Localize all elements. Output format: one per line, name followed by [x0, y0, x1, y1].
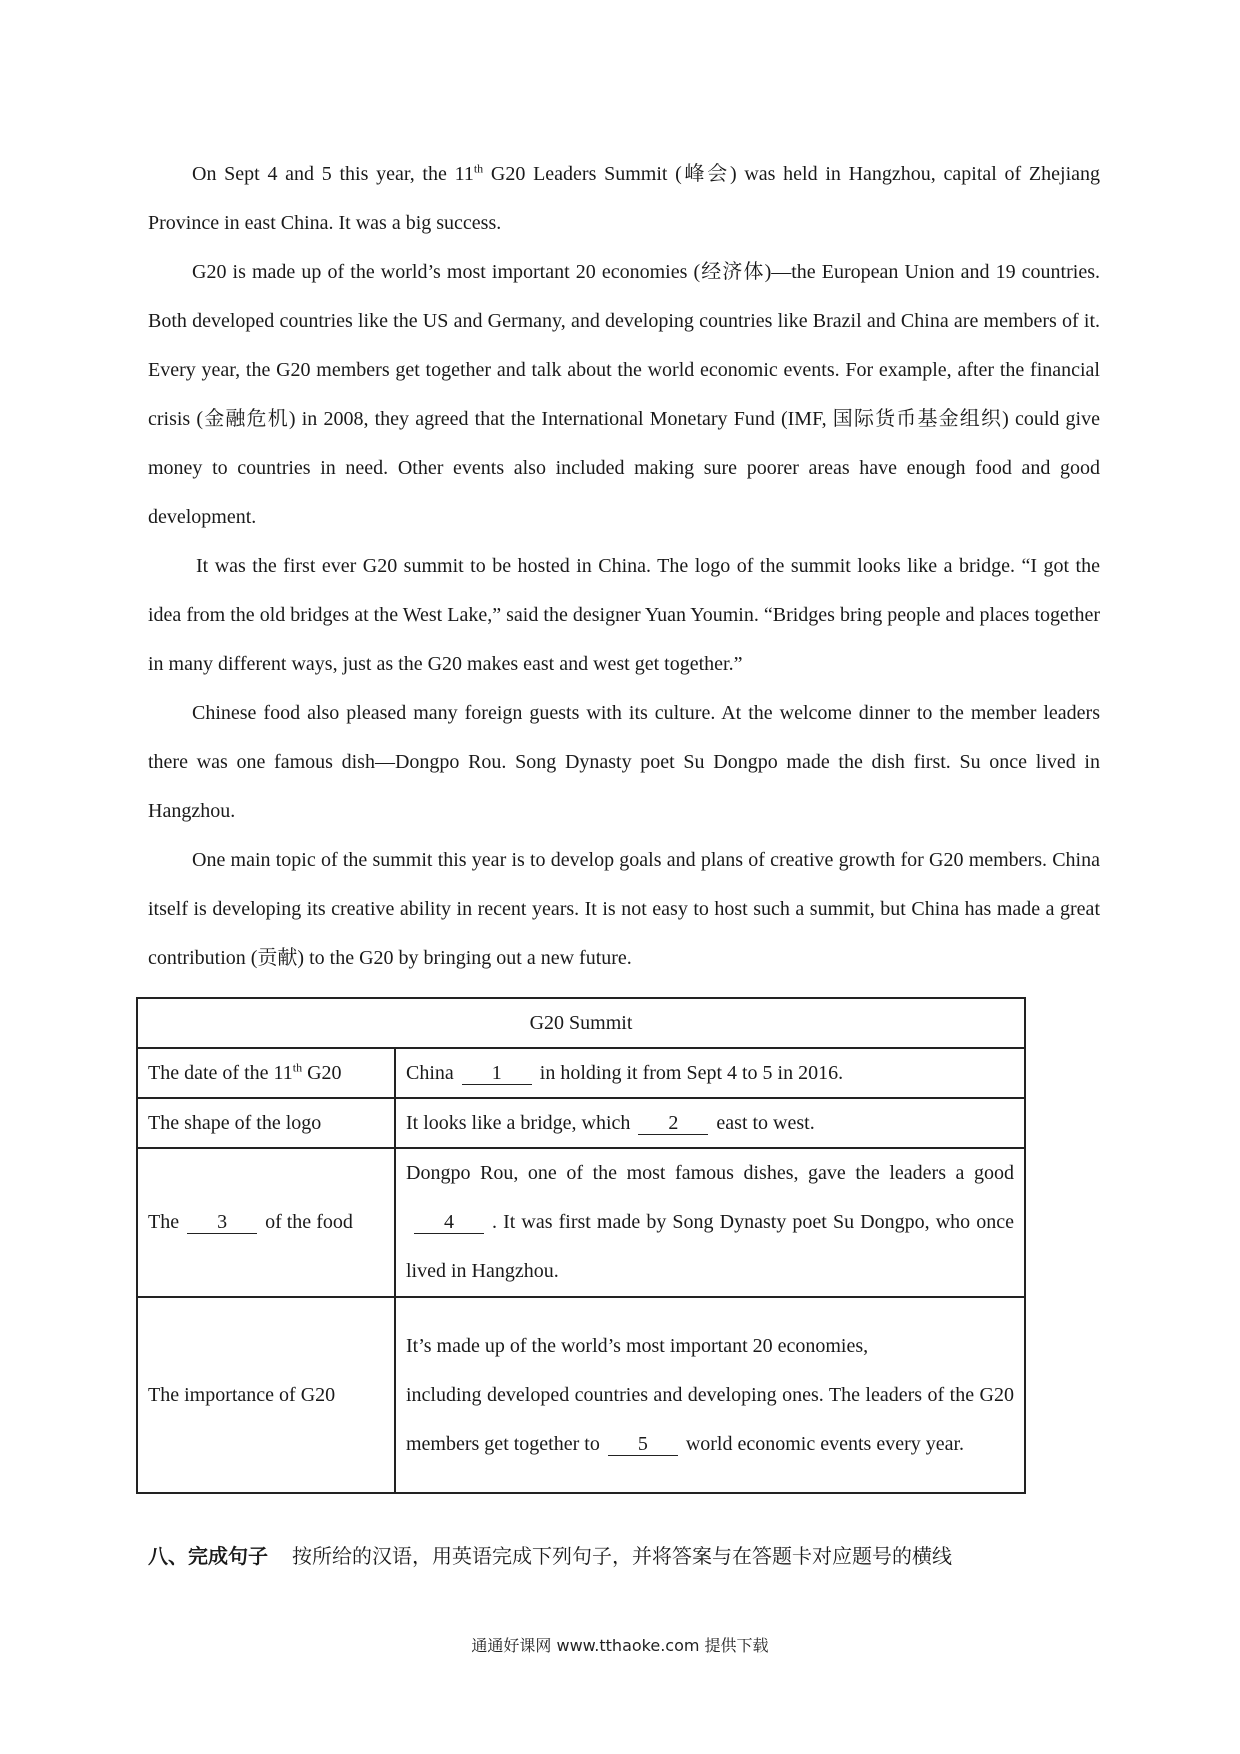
passage-paragraph-2: G20 is made up of the world’s most important 20 economies (经济体)—the European Union and 19 countries. Both developed countries like the US and Germany, and developing countries like Brazil and China are members of it. Every year, the G20 members get together and talk about the world economic events. For example, after the financial crisis (金融危机) in 2008, they agreed that the International Monetary Fund (IMF, 国际货币基金组织) could give money to countries in need. Other events also included making sure poorer areas have enough food and good development.: [148, 261, 1100, 528]
row-label-logo: The shape of the logo: [137, 1098, 395, 1148]
summary-table: [136, 997, 1026, 1494]
answer-blank-5[interactable]: 5: [608, 1433, 678, 1456]
answer-blank-2[interactable]: 2: [638, 1112, 708, 1135]
row-text-importance: It’s made up of the world’s most important 20 economies, including developed countries and developing ones. The leaders of the G20 members get together to 5 world economic events every year.: [395, 1297, 1025, 1493]
passage-paragraph-3: It was the first ever G20 summit to be hosted in China. The logo of the summit looks like a bridge. “I got the idea from the old bridges at the West Lake,” said the designer Yuan Youmin. “Bridges bring people and places together in many different ways, just as the G20 makes east and west get together.”: [148, 555, 1100, 675]
answer-blank-3[interactable]: 3: [187, 1211, 257, 1234]
table-title: G20 Summit: [137, 998, 1025, 1048]
table-row: [137, 1048, 1025, 1098]
row-label-date: The date of the 11th G20: [137, 1048, 395, 1098]
passage-paragraph-1: On Sept 4 and 5 this year, the 11th G20 Leaders Summit (峰会) was held in Hangzhou, capital of Zhejiang Province in east China. It was a big success.: [148, 161, 1101, 234]
table-row: [137, 1297, 1025, 1493]
section-title: 八、完成句子: [148, 1544, 268, 1568]
passage-paragraph-4: Chinese food also pleased many foreign guests with its culture. At the welcome dinner to the member leaders there was one famous dish—Dongpo Rou. Song Dynasty poet Su Dongpo made the dish first. Su once lived in Hangzhou.: [148, 702, 1100, 822]
answer-blank-4[interactable]: 4: [414, 1211, 484, 1234]
row-text-date: China 1 in holding it from Sept 4 to 5 in 2016.: [395, 1048, 1025, 1098]
row-label-food: The 3 of the food: [137, 1148, 395, 1297]
row-text-logo: It looks like a bridge, which 2 east to west.: [395, 1098, 1025, 1148]
passage-paragraph-5: One main topic of the summit this year is to develop goals and plans of creative growth for G20 members. China itself is developing its creative ability in recent years. It is not easy to host such a summit, but China has made a great contribution (贡献) to the G20 by bringing out a new future.: [148, 849, 1100, 969]
reading-passage: [148, 150, 1100, 983]
page-footer: 通通好课网 www.tthaoke.com 提供下载: [471, 1636, 769, 1655]
row-text-food: Dongpo Rou, one of the most famous dishes, gave the leaders a good4 . It was first made by Song Dynasty poet Su Dongpo, who once lived in Hangzhou.: [395, 1148, 1025, 1297]
table-row: [137, 1148, 1025, 1297]
section-instruction: 按所给的汉语，用英语完成下列句子，并将答案与在答题卡对应题号的横线: [292, 1544, 952, 1568]
table-row: [137, 1098, 1025, 1148]
answer-blank-1[interactable]: 1: [462, 1062, 532, 1085]
section-header: [148, 1540, 1100, 1569]
row-label-importance: The importance of G20: [137, 1297, 395, 1493]
